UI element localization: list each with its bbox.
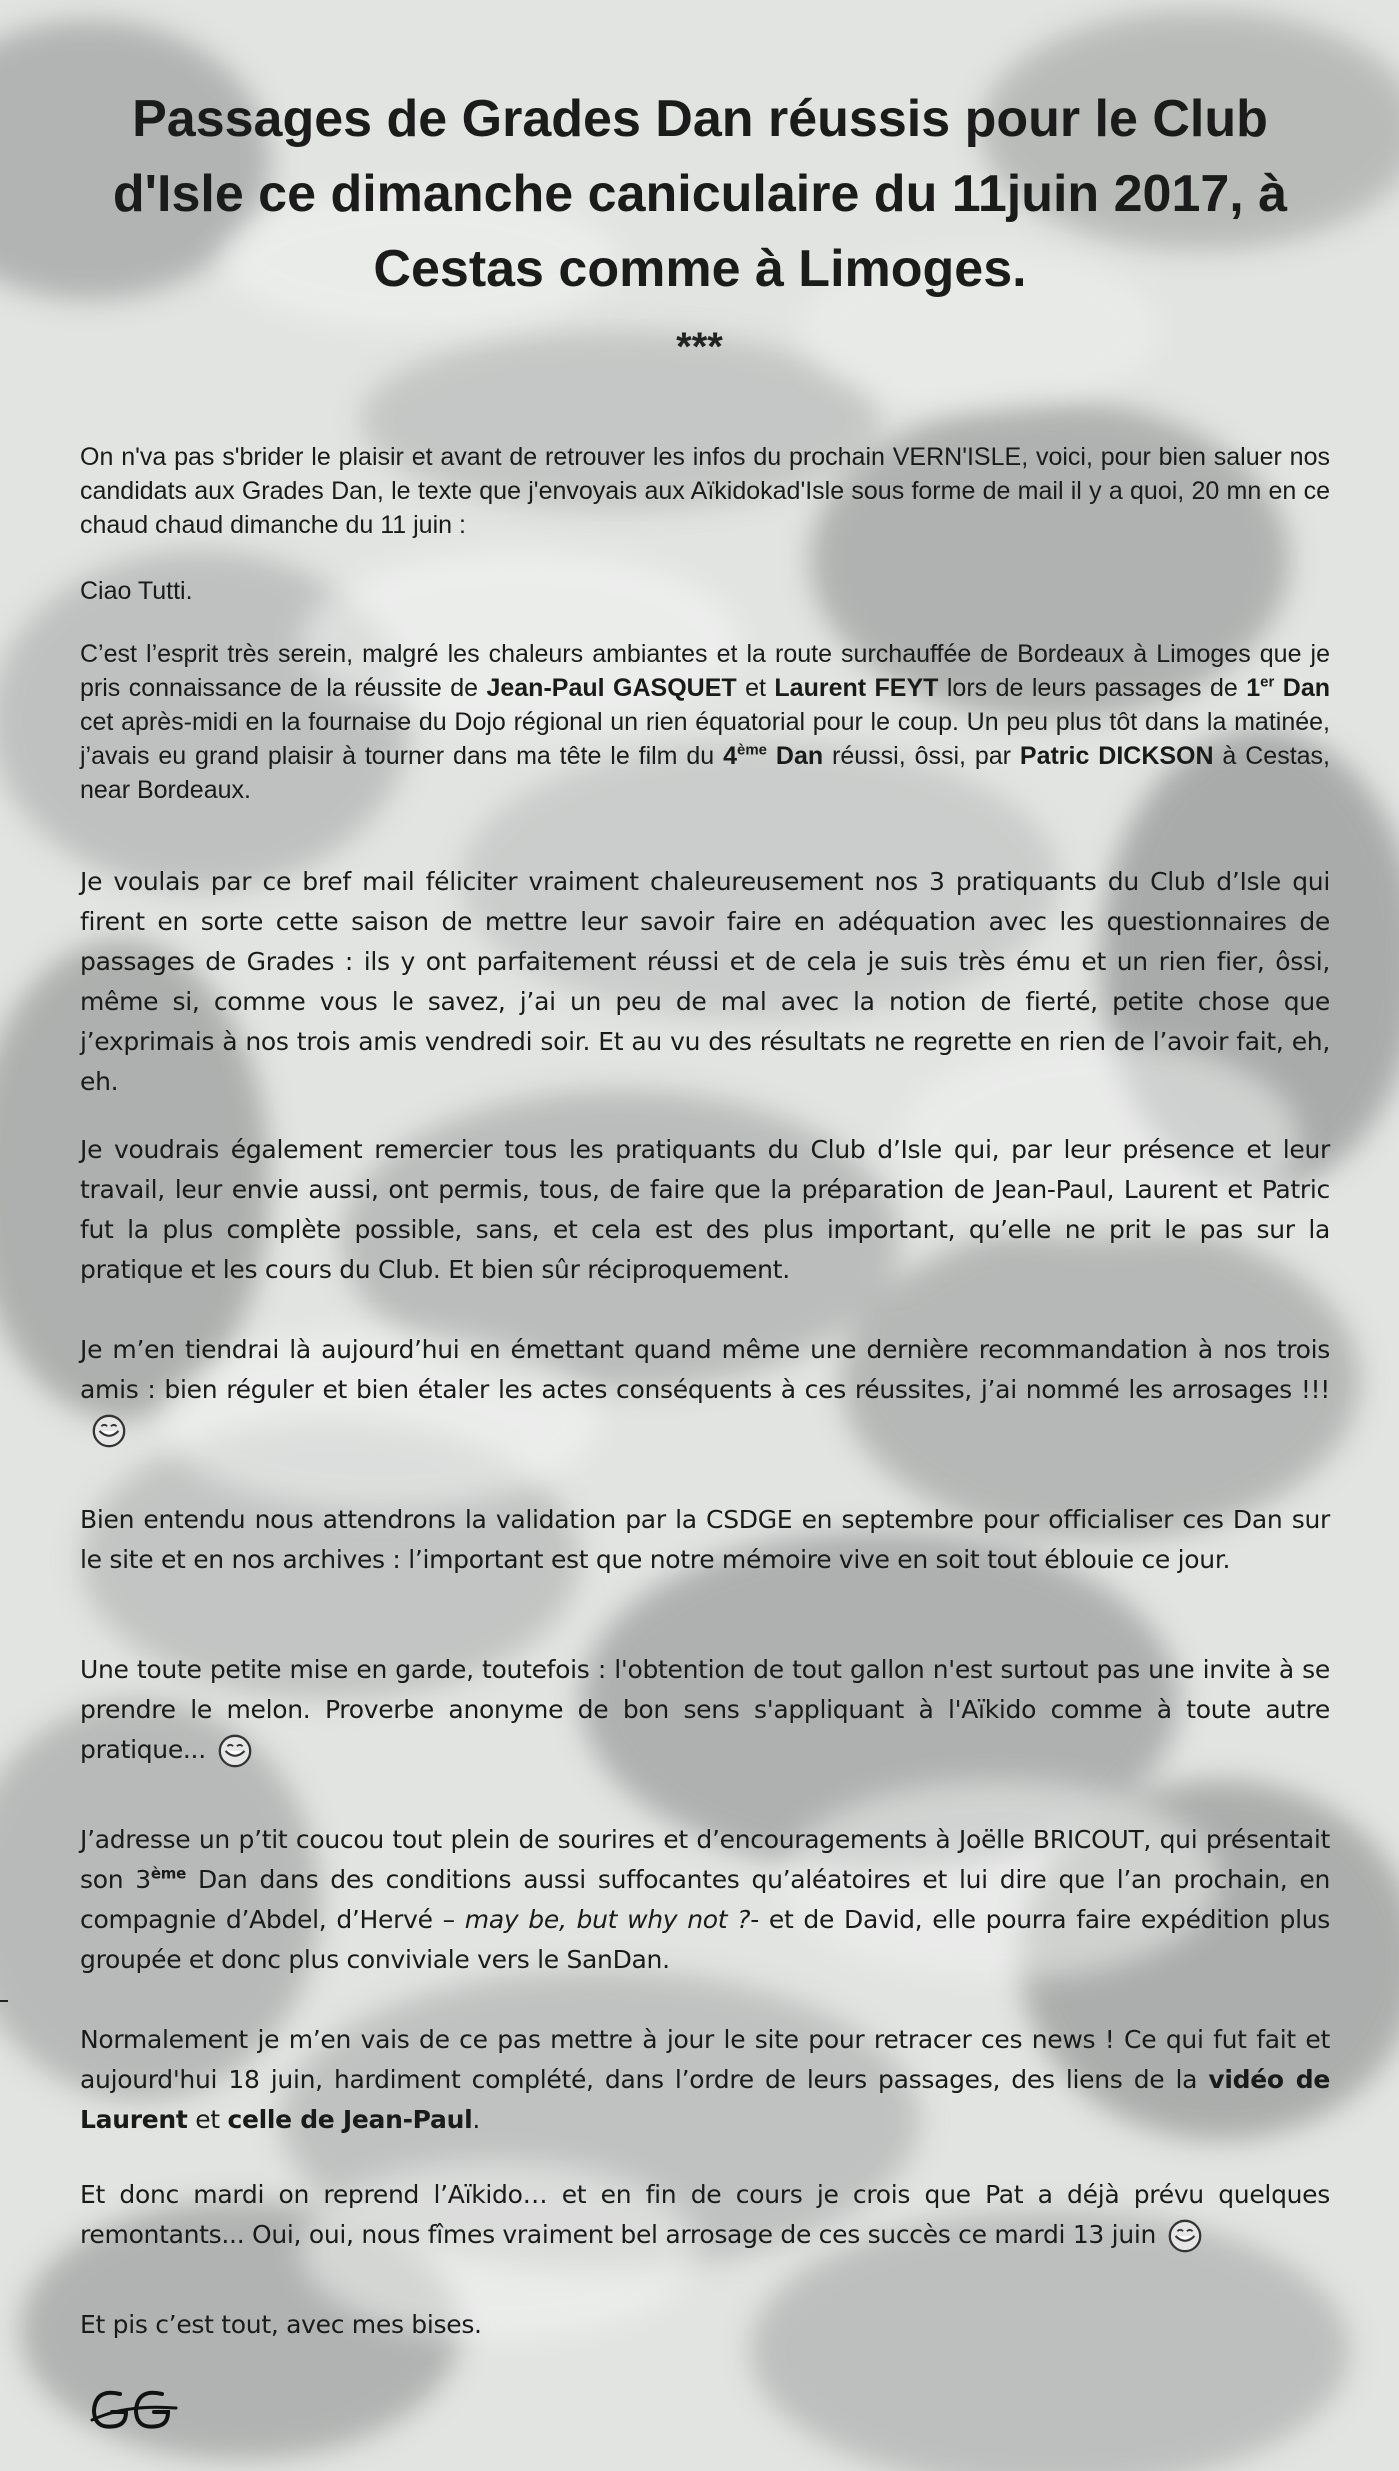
intro-paragraph: On n'va pas s'brider le plaisir et avant de retrouver les infos du prochain VERN'ISLE, voici, pour bien saluer nos candidats aux Grades Dan, le texte que j'envoyais aux Aïkidokad'Isle sous forme de mail il y a quoi, 20 mn en ce chaud chaud dimanche du 11 juin : [80, 443, 1330, 539]
signature [86, 2380, 182, 2440]
greeting: Ciao Tutti. [80, 577, 193, 605]
paragraph-validation: Bien entendu nous attendrons la validation par la CSDGE en septembre pour officialiser ces Dan sur le site et en nos archives : l’important est que notre mémoire vive en soit tout éblouie ce jour. [80, 1505, 1330, 1574]
smiley-face-icon [1166, 2217, 1204, 2255]
paragraph-joelle: J’adresse un p’tit coucou tout plein de sourires et d’encouragements à Joëlle BRICOUT, qui présentait son 3ème Dan dans des conditions aussi suffocantes qu’aléatoires et lui dire que l’an prochain, en compagnie d’Abdel, d’Hervé – may be, but why not ?- et de David, elle pourra faire expédition plus groupée et donc plus conviviale vers le SanDan. [80, 1825, 1330, 1974]
separator: *** [676, 325, 723, 369]
paragraph-thanks: Je voudrais également remercier tous les pratiquants du Club d’Isle qui, par leur présence et leur travail, leur envie aussi, ont permis, tous, de faire que la préparation de Jean-Paul, Laurent et Patric fut la plus complète possible, sans, et cela est des plus important, qu’elle ne prit le pas sur la pratique et les cours du Club. Et bien sûr réciproquement. [80, 1135, 1330, 1284]
page-title: Passages de Grades Dan réussis pour le Club d'Isle ce dimanche caniculaire du 11juin 2017, à Cestas comme à Limoges. [112, 90, 1288, 298]
name-patric: Patric DICKSON [1019, 742, 1214, 770]
paragraph-warning: Une toute petite mise en garde, toutefois : l'obtention de tout gallon n'est surtout pas une invite à se prendre le melon. Proverbe anonyme de bon sens s'appliquant à l'Aïkido comme à toute autre pratique... [80, 1650, 1330, 1770]
paragraph-site-update: Normalement je m’en vais de ce pas mettre à jour le site pour retracer ces news ! Ce qui fut fait et aujourd'hui 18 juin, hardiment complété, dans l’ordre de leurs passages, des liens de la vidéo de Laurent et celle de Jean-Paul. [80, 2025, 1330, 2134]
name-laurent: Laurent FEYT [774, 674, 939, 702]
edge-tick [0, 2000, 8, 2002]
paragraph-congratulations: Je voulais par ce bref mail féliciter vraiment chaleureusement nos 3 pratiquants du Club d’Isle qui firent en sorte cette saison de mettre leur savoir faire en adéquation avec les questionnaires de passages de Grades : ils y ont parfaitement réussi et de cela je suis très ému et un rien fier, ôssi, même si, comme vous le savez, j’ai un peu de mal avec la notion de fierté, petite chose que j’exprimais à nos trois amis vendredi soir. Et au vu des résultats ne regrette en rien de l’avoir fait, eh, eh. [80, 867, 1330, 1096]
closing-line: Et pis c’est tout, avec mes bises. [80, 2310, 482, 2339]
video-laurent-link[interactable]: vidéo de Laurent [80, 2065, 1330, 2134]
smiley-face-icon [216, 1732, 254, 1770]
name-jean-paul: Jean-Paul GASQUET [486, 674, 737, 702]
smiley-face-icon [90, 1412, 128, 1450]
video-jean-paul-link[interactable]: celle de Jean-Paul [227, 2105, 473, 2134]
paragraph-tuesday: Et donc mardi on reprend l’Aïkido… et en fin de cours je crois que Pat a déjà prévu quelques remontants... Oui, oui, nous fîmes vraiment bel arrosage de ces succès ce mardi 13 juin [80, 2175, 1330, 2255]
paragraph-recommendation: Je m’en tiendrai là aujourd’hui en émettant quand même une dernière recommandation à nos trois amis : bien réguler et bien étaler les actes conséquents à ces réussites, j’ai nommé les arrosages !!! [80, 1330, 1330, 1450]
paragraph-results: C’est l’esprit très serein, malgré les chaleurs ambiantes et la route surchauffée de Bordeaux à Limoges que je pris connaissance de la réussite de Jean-Paul GASQUET et Laurent FEYT lors de leurs passages de 1er Dan cet après-midi en la fournaise du Dojo régional un rien équatorial pour le coup. Un peu plus tôt dans la matinée, j’avais eu grand plaisir à tourner dans ma tête le film du 4ème Dan réussi, ôssi, par Patric DICKSON à Cestas, near Bordeaux. [80, 640, 1330, 804]
